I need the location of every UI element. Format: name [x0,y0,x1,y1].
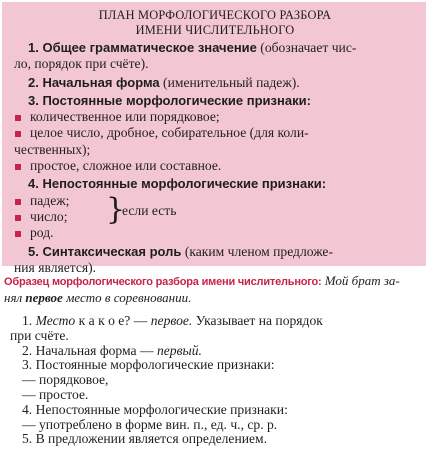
plan-heading-line1: ПЛАН МОРФОЛОГИЧЕСКОГО РАЗБОРА [98,8,332,22]
plan-item-4 [14,176,416,241]
analysis-answer: первое. [150,313,193,328]
plan-heading-line2: ИМЕНИ ЧИСЛИТЕЛЬНОГО [135,23,295,37]
analysis-line-3: 3. Постоянные морфологические признаки: [22,357,275,373]
plan-item-3-bullets [14,109,416,174]
sample-sentence-2: нял [4,290,26,305]
plan-item-2 [14,75,416,91]
sample-sentence-bold: первое [25,290,63,305]
analysis-text: 2. Начальная форма — [22,342,157,358]
plan-heading [14,8,416,38]
plan-item-5-cont: ния является). [14,259,97,275]
analysis-line-3a: — порядковое, [22,372,109,388]
analysis-line-2 [10,344,422,359]
plan-item-5-title: 5. Синтаксическая роль [28,243,182,259]
analysis-line-1 [10,314,422,329]
plan-item-3 [14,93,416,174]
plan-item-1-cont: ло, порядок при счёте). [14,56,149,72]
list-item [14,125,416,158]
plan-item-4-title: 4. Непостоянные морфологические признаки: [28,176,327,192]
sample-sentence-1: Мой брат за- [321,273,400,288]
list-item-text: целое число, дробное, собирательное (для коли- [30,125,309,141]
list-item: падеж; [14,193,416,209]
brace-label: если есть [122,202,177,218]
analysis-line-3b: — простое. [22,386,89,402]
sample-analysis [10,314,422,447]
list-item: число; [14,209,416,225]
list-item: количественное или порядковое; [14,109,416,125]
analysis-line-5: 5. В предложении является определением. [22,431,268,447]
morphology-plan-box [2,2,426,275]
plan-item-1-title: 1. Общее грамматическое значение [28,40,257,55]
analysis-line-1-cont: при счёте. [10,327,69,343]
sample-sentence-3: место в соревновании. [62,290,192,305]
analysis-question: к а к о е? — [75,313,151,328]
plan-item-5-rest: (каким членом предложе- [181,243,333,259]
plan-item-5 [14,244,416,277]
analysis-rest: Указывает на порядок [192,313,323,328]
plan-item-3-title: 3. Постоянные морфологические признаки: [28,92,311,108]
plan-item-2-rest: (именительный падеж). [159,74,300,90]
analysis-word: Место [35,313,76,328]
analysis-line-4: 4. Непостоянные морфологические признаки: [22,401,288,417]
plan-item-2-title: 2. Начальная форма [28,74,160,90]
plan-item-1-rest: (обозначает чис- [256,40,357,55]
curly-brace-icon: } [106,191,126,227]
analysis-line-4a: — употреблено в форме вин. п., ед. ч., ср. р. [22,416,278,432]
plan-item-1 [14,40,416,73]
sample-caption: Образец морфологического разбора имени числительного: [4,276,322,288]
sample-block [4,273,424,306]
list-item: род. [14,225,416,241]
list-item: простое, сложное или составное. [14,158,416,174]
list-item-text-cont: чественных); [14,141,91,157]
plan-item-4-group [14,193,416,242]
analysis-answer: первый. [156,342,202,358]
plan-item-4-bullets [14,193,416,242]
analysis-num: 1. [22,313,36,328]
